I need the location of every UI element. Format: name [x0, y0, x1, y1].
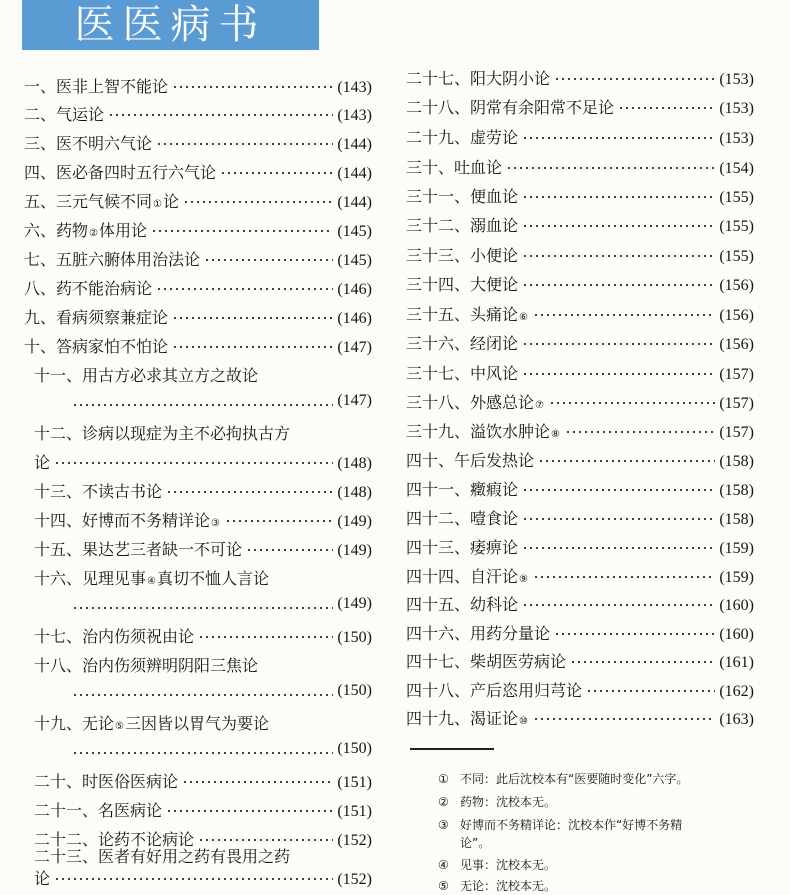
toc-entry-title: 三十四、大便论	[406, 275, 519, 294]
toc-entry[interactable]	[406, 66, 754, 92]
toc-entry-page: (157)	[719, 395, 754, 412]
toc-entry-title: 二十二、论药不论病论	[34, 830, 195, 849]
toc-entry[interactable]	[406, 564, 754, 590]
toc-entry-page: (149)	[337, 542, 372, 559]
toc-entry-title: 八、药不能治病论	[24, 279, 153, 298]
toc-entry-title: 四十九、渴证论	[406, 709, 519, 728]
toc-entry-title: 十三、不读古书论	[34, 482, 163, 501]
toc-entry-title: 二十一、名医病论	[34, 801, 163, 820]
toc-entry[interactable]	[406, 535, 754, 561]
leader-dots	[565, 427, 715, 437]
toc-entry[interactable]	[24, 711, 372, 737]
footnote-marker[interactable]: ③	[211, 518, 220, 529]
leader-dots	[72, 603, 333, 613]
footnote-marker[interactable]: ②	[89, 228, 98, 239]
book-title-banner	[22, 0, 319, 50]
toc-entry-title: 七、五脏六腑体用治法论	[24, 250, 201, 269]
toc-entry-title: 十八、治内伤须辨明阴阳三焦论	[34, 656, 259, 675]
toc-entry-page: (148)	[337, 484, 372, 501]
toc-entry-title: 三十六、经闭论	[406, 334, 519, 353]
toc-entry-continuation[interactable]	[24, 740, 372, 766]
toc-entry-page: (155)	[719, 218, 754, 235]
leader-dots	[204, 255, 333, 265]
toc-entry[interactable]	[24, 334, 372, 360]
toc-entry-title: 十九、无论	[34, 714, 115, 733]
book-title: 医医病书	[74, 2, 267, 48]
leader-dots	[554, 74, 715, 84]
footnote-marker[interactable]: ⑥	[519, 312, 528, 323]
toc-entry-page: (160)	[719, 597, 754, 614]
toc-entry-title: 三十九、溢饮水肿论	[406, 422, 551, 441]
leader-dots	[522, 339, 715, 349]
leader-dots	[72, 400, 333, 410]
toc-entry-title: 十、答病家怕不怕论	[24, 337, 169, 356]
footnote-text: 不同：此后沈校本有“医要随时变化”六字。	[460, 772, 689, 786]
toc-entry[interactable]	[406, 390, 754, 416]
leader-dots	[172, 342, 333, 352]
leader-dots	[522, 600, 715, 610]
toc-entry-page: (155)	[719, 189, 754, 206]
footnote	[438, 877, 556, 894]
toc-entry-title: 二、气运论	[24, 105, 105, 124]
toc-entry-title: 三、医不明六气论	[24, 134, 153, 153]
toc-entry[interactable]	[24, 247, 372, 273]
toc-entry-title: 十五、果达艺三者缺一不可论	[34, 540, 243, 559]
toc-entry[interactable]	[24, 566, 372, 592]
toc-entry-title: 四、医必备四时五行六气论	[24, 163, 217, 182]
toc-entry-page: (159)	[719, 540, 754, 557]
toc-entry[interactable]	[406, 272, 754, 298]
leader-dots	[72, 690, 333, 700]
leader-dots	[533, 572, 715, 582]
footnote-number: ③	[438, 818, 449, 832]
leader-dots	[533, 714, 715, 724]
toc-entry[interactable]	[406, 95, 754, 121]
leader-dots	[72, 748, 333, 758]
toc-entry-page: (162)	[719, 683, 754, 700]
toc-entry-page: (152)	[337, 871, 372, 888]
toc-entry-title: 二十、时医俗医病论	[34, 772, 179, 791]
toc-entry-title: 九、看病须察兼症论	[24, 308, 169, 327]
toc-entry-title: 四十一、癥瘕论	[406, 480, 519, 499]
leader-dots	[183, 197, 333, 207]
toc-entry[interactable]	[24, 102, 372, 128]
leader-dots	[246, 545, 333, 555]
footnote-marker[interactable]: ④	[147, 576, 156, 587]
leader-dots	[172, 313, 333, 323]
toc-entry[interactable]	[406, 302, 754, 328]
footnote	[438, 793, 556, 810]
toc-entry[interactable]	[24, 508, 372, 534]
toc-entry-title: 二十九、虚劳论	[406, 128, 519, 147]
footnote-text: 见事：沈校本无。	[460, 858, 557, 872]
footnote-text: 药物：沈校本无。	[460, 795, 557, 809]
toc-entry-page: (144)	[337, 194, 372, 211]
toc-entry-page: (151)	[337, 803, 372, 820]
toc-entry[interactable]	[24, 537, 372, 563]
toc-entry[interactable]	[406, 184, 754, 210]
toc-entry-continuation[interactable]	[24, 595, 372, 621]
toc-entry-page: (161)	[719, 654, 754, 671]
toc-entry-continuation[interactable]	[24, 866, 372, 892]
leader-dots	[618, 103, 715, 113]
footnote-marker[interactable]: ⑩	[519, 716, 528, 727]
toc-entry[interactable]	[24, 798, 372, 824]
toc-entry-page: (153)	[719, 130, 754, 147]
toc-entry[interactable]	[24, 363, 372, 389]
footnote-number: ②	[438, 795, 449, 809]
toc-entry-title: 四十六、用药分量论	[406, 624, 551, 643]
leader-dots	[522, 251, 715, 261]
toc-entry[interactable]	[24, 769, 372, 795]
toc-entry-page: (153)	[719, 100, 754, 117]
toc-entry-title: 四十、午后发热论	[406, 451, 535, 470]
leader-dots	[54, 458, 333, 468]
toc-entry-title-tail: 论	[34, 869, 51, 888]
toc-entry-title-tail: 体用论	[98, 221, 147, 240]
toc-entry-title: 四十三、痿痹论	[406, 538, 519, 557]
toc-entry-page: (148)	[337, 455, 372, 472]
footnote-marker[interactable]: ⑦	[535, 400, 544, 411]
leader-dots	[108, 110, 333, 120]
footnote-number: ①	[438, 772, 449, 786]
toc-entry-page: (145)	[337, 252, 372, 269]
toc-entry[interactable]	[24, 305, 372, 331]
toc-entry-page: (156)	[719, 307, 754, 324]
footnote-marker[interactable]: ①	[153, 199, 162, 210]
toc-entry-page: (143)	[337, 79, 372, 96]
toc-entry-page: (143)	[337, 107, 372, 124]
toc-entry[interactable]	[406, 361, 754, 387]
toc-entry[interactable]	[406, 213, 754, 239]
toc-entry-title: 十七、治内伤须祝由论	[34, 627, 195, 646]
footnote-text: 无论：沈校本无。	[460, 879, 557, 893]
toc-entry-title: 三十七、中风论	[406, 364, 519, 383]
footnote-marker[interactable]: ⑨	[519, 574, 528, 585]
toc-entry[interactable]	[406, 448, 754, 474]
toc-entry-title: 六、药物	[24, 221, 89, 240]
leader-dots	[54, 874, 333, 884]
toc-entry-title-tail: 论	[162, 192, 179, 211]
toc-entry-title-tail: 真切不恤人言论	[156, 569, 269, 588]
toc-entry-title: 三十一、便血论	[406, 187, 519, 206]
toc-entry[interactable]	[406, 706, 754, 732]
toc-entry[interactable]	[24, 160, 372, 186]
toc-entry-page: (152)	[337, 832, 372, 849]
toc-entry-title: 十二、诊病以现症为主不必拘执古方	[34, 424, 291, 443]
toc-entry-title: 三十三、小便论	[406, 246, 519, 265]
toc-entry-page: (156)	[719, 277, 754, 294]
toc-entry[interactable]	[24, 218, 372, 244]
leader-dots	[586, 686, 715, 696]
leader-dots	[538, 456, 715, 466]
leader-dots	[522, 369, 715, 379]
toc-entry[interactable]	[24, 276, 372, 302]
leader-dots	[156, 139, 333, 149]
toc-entry-page: (150)	[337, 740, 372, 757]
toc-entry-title: 四十四、自汗论	[406, 567, 519, 586]
toc-entry-page: (147)	[337, 339, 372, 356]
leader-dots	[522, 133, 715, 143]
toc-entry[interactable]	[406, 155, 754, 181]
toc-entry-title: 三十五、头痛论	[406, 305, 519, 324]
toc-entry-page: (153)	[719, 71, 754, 88]
footnote-marker[interactable]: ⑧	[551, 429, 560, 440]
toc-entry-page: (147)	[337, 392, 372, 409]
leader-dots	[506, 163, 715, 173]
toc-entry-page: (150)	[337, 682, 372, 699]
leader-dots	[198, 632, 333, 642]
leader-dots	[182, 777, 333, 787]
footnote-divider	[410, 748, 494, 750]
toc-entry-page: (155)	[719, 248, 754, 265]
footnote-continuation	[438, 834, 490, 851]
leader-dots	[225, 516, 333, 526]
footnote-number: ⑤	[438, 879, 449, 893]
toc-entry[interactable]	[406, 419, 754, 445]
toc-entry-page: (156)	[719, 336, 754, 353]
footnote-text: 论”。	[460, 836, 491, 850]
leader-dots	[533, 310, 715, 320]
toc-entry-page: (145)	[337, 223, 372, 240]
leader-dots	[156, 284, 333, 294]
toc-entry-title: 四十二、噎食论	[406, 509, 519, 528]
footnote-text: 好博而不务精详论：沈校本作“好博不务精	[460, 818, 683, 832]
toc-entry-title: 四十七、柴胡医劳病论	[406, 652, 567, 671]
toc-entry-page: (150)	[337, 629, 372, 646]
leader-dots	[522, 280, 715, 290]
leader-dots	[172, 82, 333, 92]
toc-entry-title: 五、三元气候不同	[24, 192, 153, 211]
toc-entry-title-tail: 论	[34, 453, 51, 472]
leader-dots	[554, 629, 715, 639]
toc-entry-title: 三十二、溺血论	[406, 216, 519, 235]
leader-dots	[522, 192, 715, 202]
toc-entry-title: 十一、用古方必求其立方之故论	[34, 366, 259, 385]
leader-dots	[522, 221, 715, 231]
toc-entry[interactable]	[24, 479, 372, 505]
toc-entry-page: (157)	[719, 424, 754, 441]
leader-dots	[166, 806, 333, 816]
toc-entry[interactable]	[406, 506, 754, 532]
toc-entry-page: (158)	[719, 453, 754, 470]
leader-dots	[549, 398, 715, 408]
toc-entry-title: 四十八、产后恣用归芎论	[406, 681, 583, 700]
toc-entry-page: (158)	[719, 511, 754, 528]
toc-entry[interactable]	[24, 131, 372, 157]
footnote	[438, 856, 556, 873]
toc-entry-page: (160)	[719, 626, 754, 643]
toc-entry-page: (146)	[337, 281, 372, 298]
toc-entry-title: 三十、吐血论	[406, 158, 503, 177]
toc-entry-page: (144)	[337, 165, 372, 182]
toc-entry-title: 四十五、幼科论	[406, 595, 519, 614]
toc-entry-title: 三十八、外感总论	[406, 393, 535, 412]
toc-entry-page: (157)	[719, 366, 754, 383]
toc-entry-page: (149)	[337, 513, 372, 530]
toc-entry[interactable]	[406, 243, 754, 269]
toc-entry-page: (154)	[719, 160, 754, 177]
toc-entry[interactable]	[406, 621, 754, 647]
leader-dots	[166, 487, 333, 497]
toc-entry-continuation[interactable]	[24, 682, 372, 708]
toc-entry-title: 二十七、阳大阴小论	[406, 69, 551, 88]
toc-entry-title: 二十八、阴常有余阳常不足论	[406, 98, 615, 117]
footnote	[438, 770, 688, 787]
toc-entry-page: (151)	[337, 774, 372, 791]
toc-entry-continuation[interactable]	[24, 450, 372, 476]
toc-entry-page: (146)	[337, 310, 372, 327]
toc-entry[interactable]	[24, 624, 372, 650]
leader-dots	[220, 168, 333, 178]
toc-entry[interactable]	[24, 189, 372, 215]
footnote	[438, 816, 682, 833]
toc-entry-page: (144)	[337, 136, 372, 153]
toc-entry[interactable]	[24, 421, 372, 447]
toc-entry-page: (158)	[719, 482, 754, 499]
leader-dots	[570, 657, 715, 667]
leader-dots	[522, 543, 715, 553]
toc-entry[interactable]	[24, 74, 372, 100]
toc-entry-title: 一、医非上智不能论	[24, 77, 169, 96]
footnote-number: ④	[438, 858, 449, 872]
toc-entry-title: 二十三、医者有好用之药有畏用之药	[34, 847, 291, 866]
toc-entry[interactable]	[406, 331, 754, 357]
footnote-marker[interactable]: ⑤	[115, 721, 124, 732]
leader-dots	[522, 514, 715, 524]
toc-entry-page: (163)	[719, 711, 754, 728]
toc-entry[interactable]	[406, 678, 754, 704]
toc-entry[interactable]	[406, 649, 754, 675]
toc-entry[interactable]	[406, 477, 754, 503]
toc-entry-page: (159)	[719, 569, 754, 586]
toc-entry-title: 十六、见理见事	[34, 569, 147, 588]
leader-dots	[522, 485, 715, 495]
toc-entry[interactable]	[406, 125, 754, 151]
toc-entry-page: (149)	[337, 595, 372, 612]
toc-entry-title: 十四、好博而不务精详论	[34, 511, 211, 530]
toc-entry-continuation[interactable]	[24, 392, 372, 418]
toc-entry[interactable]	[24, 653, 372, 679]
toc-entry-title-tail: 三因皆以胃气为要论	[124, 714, 269, 733]
toc-entry[interactable]	[406, 592, 754, 618]
leader-dots	[151, 226, 333, 236]
